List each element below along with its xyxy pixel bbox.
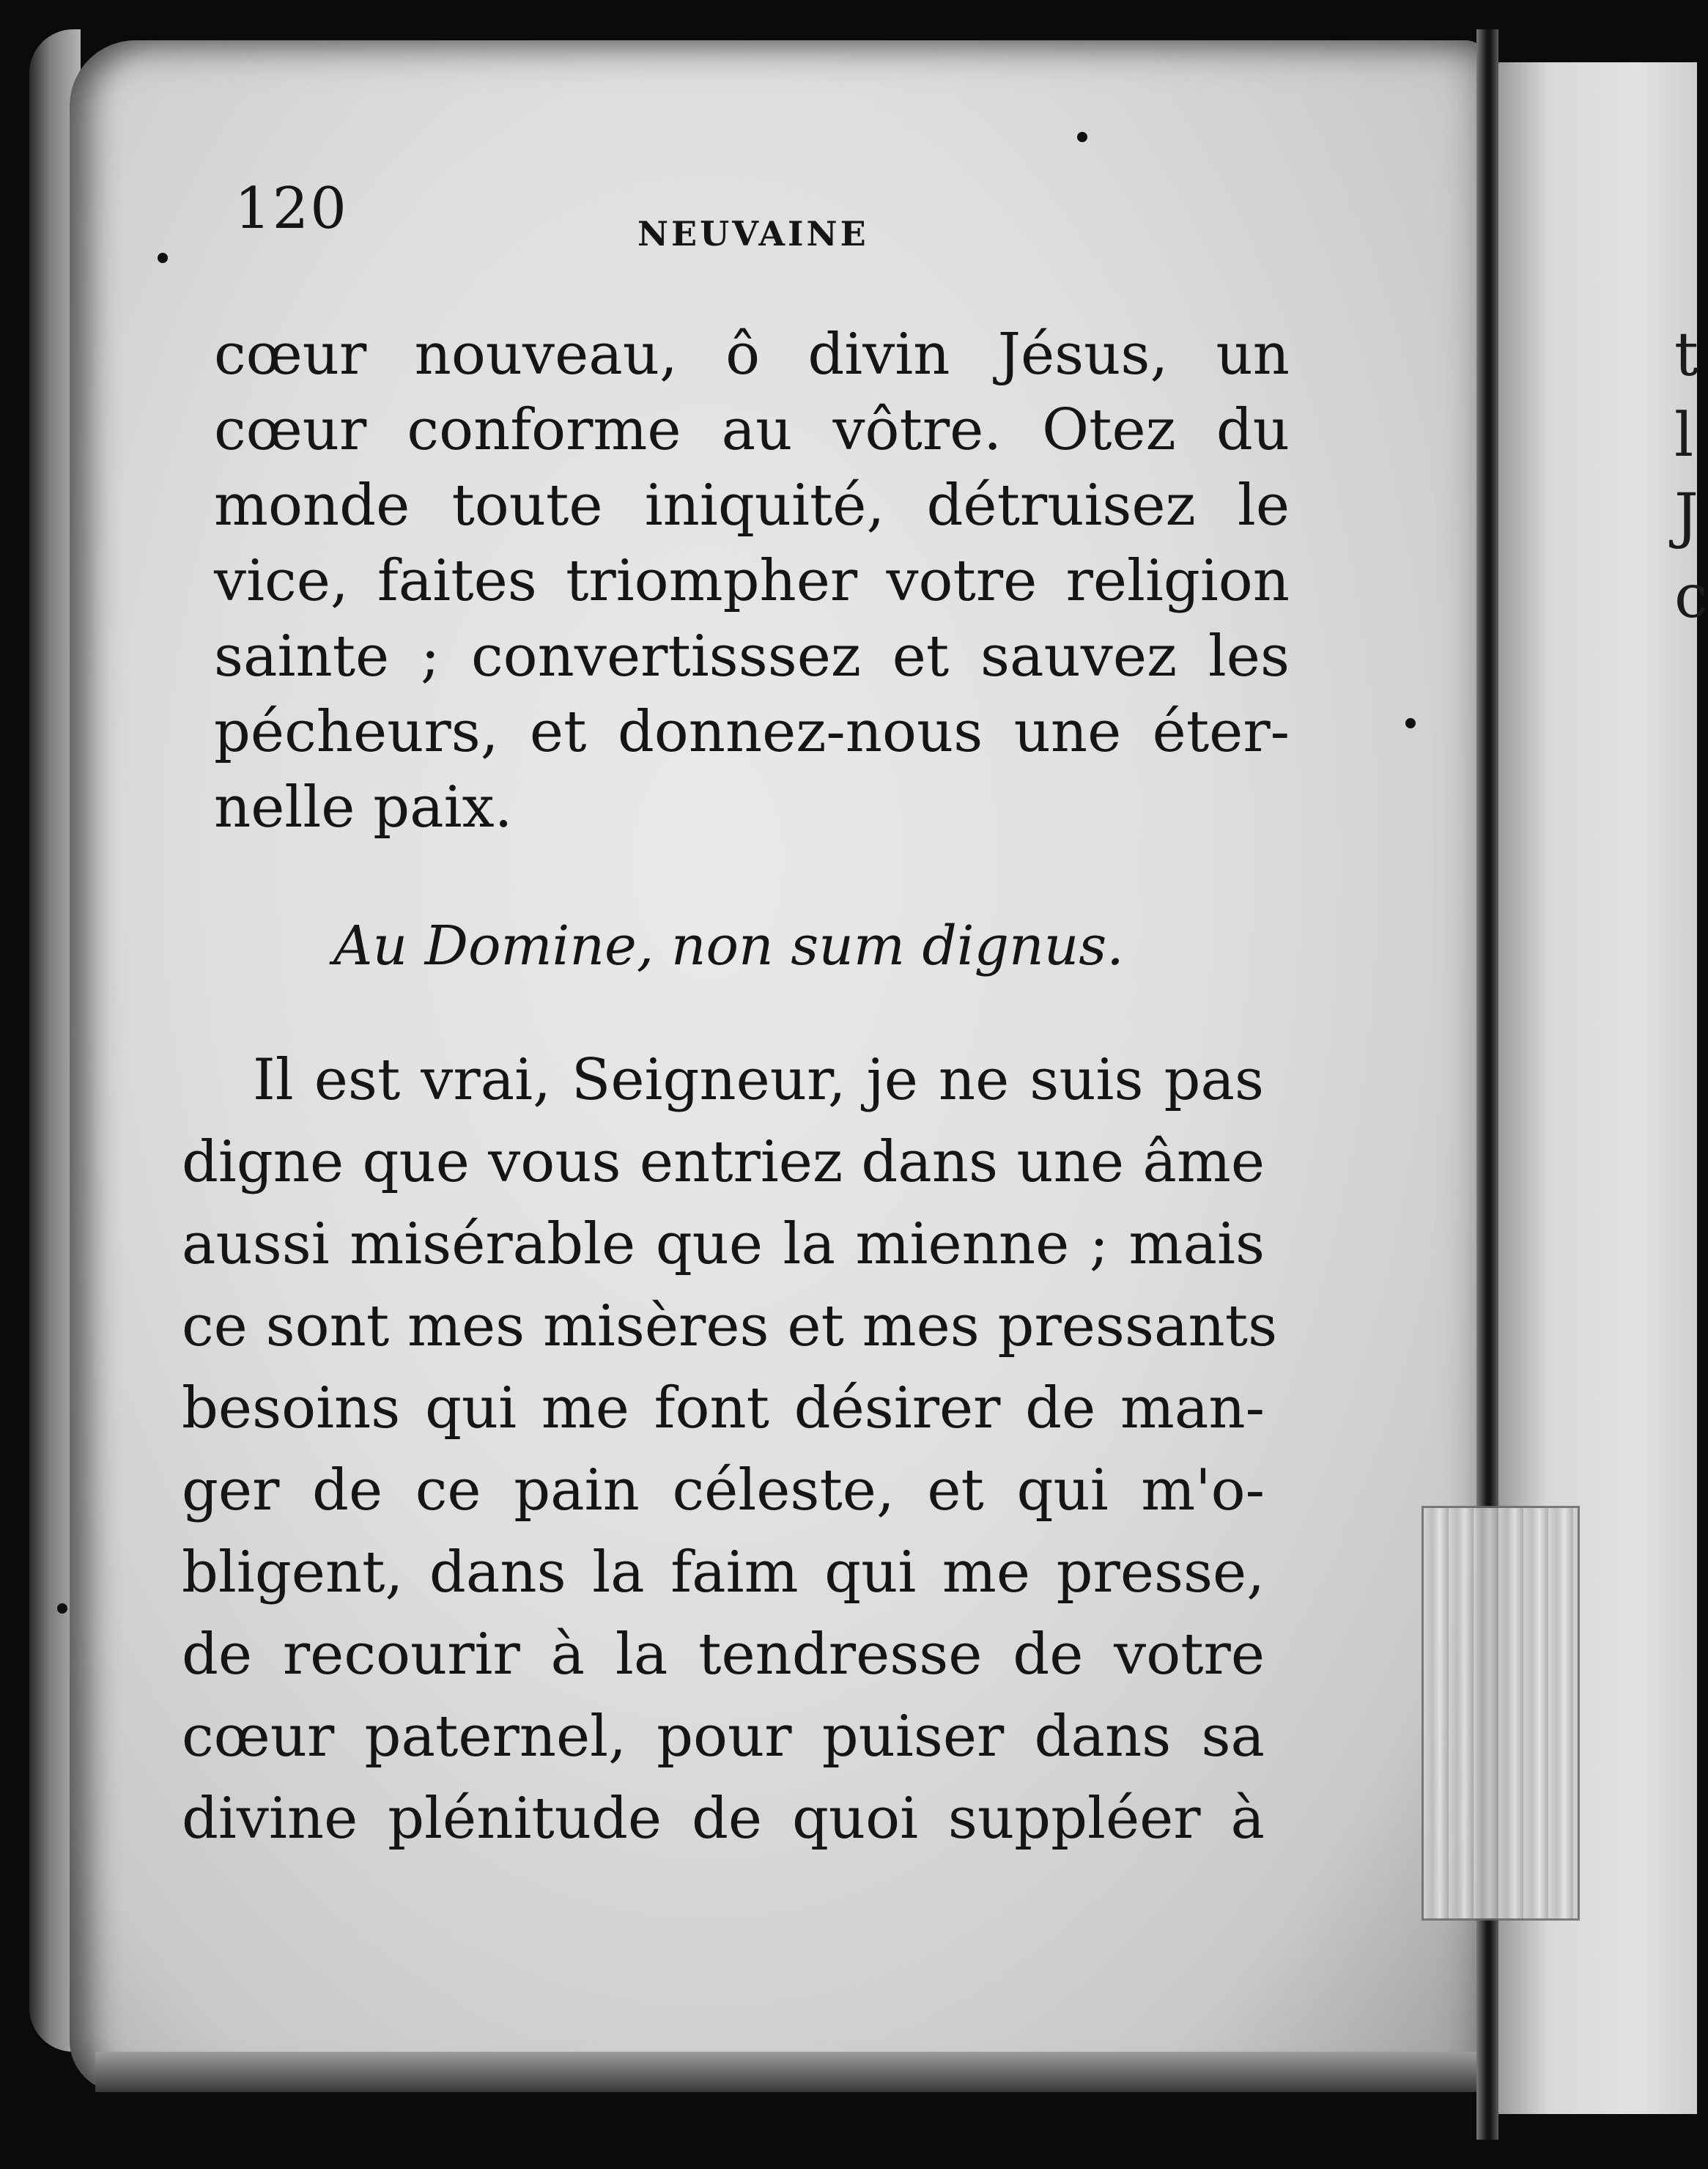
- text-line: digne que vous entriez dans une âme: [182, 1129, 1265, 1195]
- text-line: cœur nouveau, ô divin Jésus, un: [214, 322, 1290, 388]
- page-number: 120: [234, 176, 348, 242]
- running-head: NEUVAINE: [637, 214, 869, 254]
- text-line: nelle paix.: [214, 775, 513, 840]
- text-line: pécheurs, et donnez-nous une éter-: [214, 699, 1290, 765]
- text-line: besoins qui me font désirer de man-: [182, 1375, 1265, 1441]
- facing-page-letter: c: [1674, 562, 1708, 632]
- section-heading: Au Domine, non sum dignus.: [333, 914, 1124, 978]
- facing-page-letter: l: [1674, 401, 1694, 470]
- text-line: de recourir à la tendresse de votre: [182, 1622, 1265, 1688]
- text-line: ce sont mes misères et mes pressants: [182, 1293, 1278, 1359]
- text-line: divine plénitude de quoi suppléer à: [182, 1786, 1265, 1852]
- text-line: bligent, dans la faim qui me presse,: [182, 1540, 1265, 1605]
- text-line: cœur paternel, pour puiser dans sa: [182, 1704, 1265, 1770]
- text-line: Il est vrai, Seigneur, je ne suis pas: [253, 1047, 1264, 1113]
- facing-page-letter: J: [1674, 481, 1698, 551]
- text-line: monde toute iniquité, détruisez le: [214, 473, 1290, 539]
- text-line: ger de ce pain céleste, et qui m'o-: [182, 1457, 1265, 1523]
- facing-page-letter: t: [1674, 320, 1698, 390]
- text-line: cœur conforme au vôtre. Otez du: [214, 397, 1290, 463]
- text-line: vice, faites triompher votre religion: [214, 548, 1290, 614]
- text-line: aussi misérable que la mienne ; mais: [182, 1211, 1265, 1277]
- text-line: sainte ; convertisssez et sauvez les: [214, 624, 1290, 690]
